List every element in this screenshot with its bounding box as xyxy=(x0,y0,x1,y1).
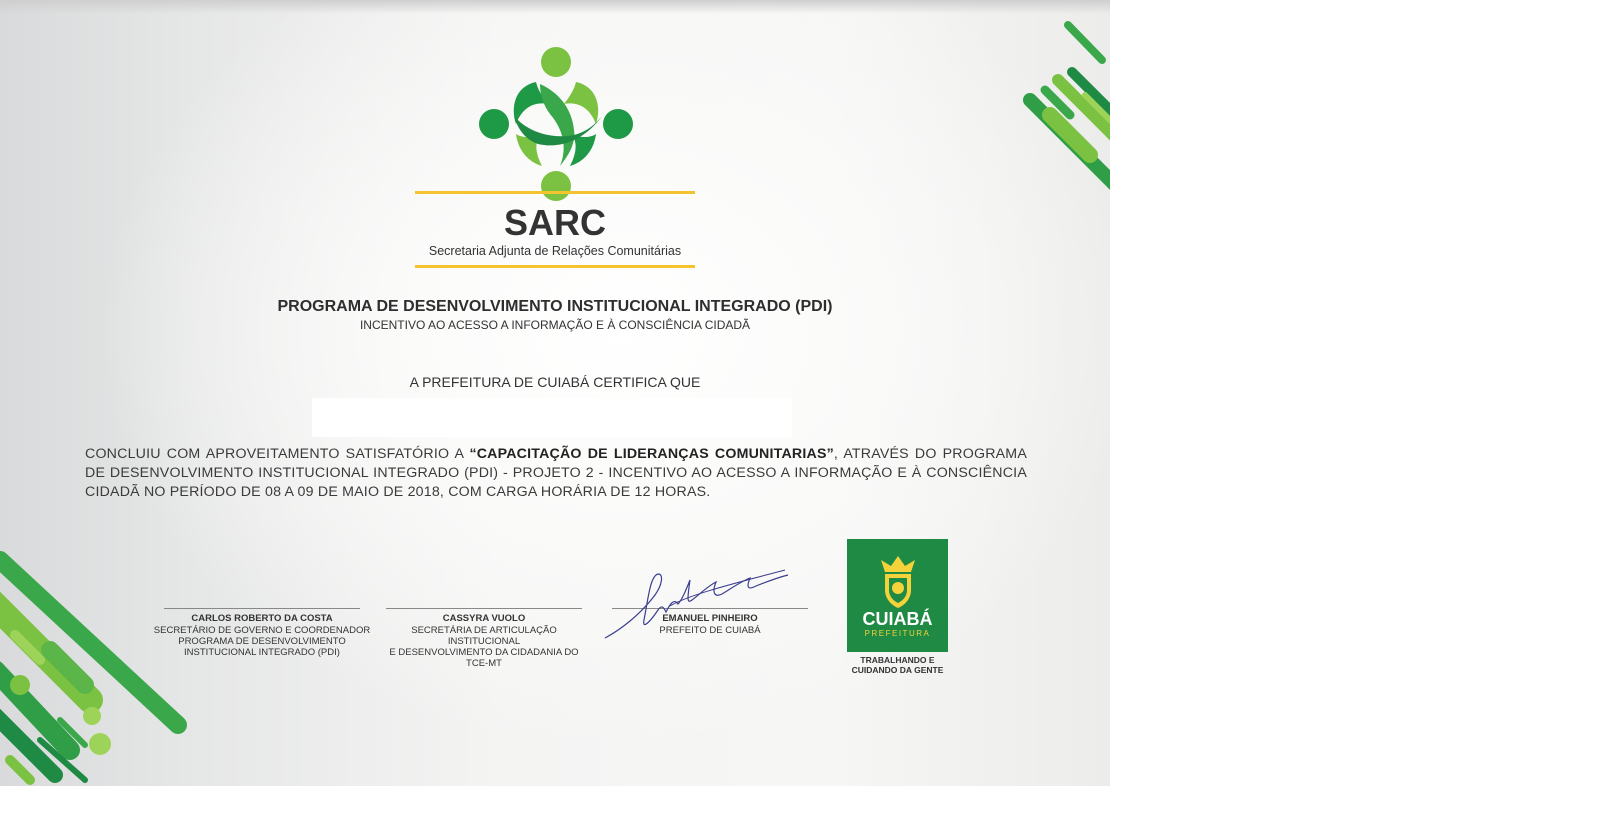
signature-line xyxy=(164,608,360,609)
signatory-role-line: SECRETÁRIA DE ARTICULAÇÃO INSTITUCIONAL xyxy=(411,625,557,647)
signatory-1 xyxy=(152,608,372,658)
signature-line xyxy=(386,608,582,609)
program-title: PROGRAMA DE DESENVOLVIMENTO INSTITUCIONAL INTEGRADO (PDI) xyxy=(277,298,833,315)
signatory-role-line: SECRETÁRIO DE GOVERNO E COORDENADOR xyxy=(153,625,371,636)
logo-rule-bottom xyxy=(415,265,695,268)
handwritten-signature-icon xyxy=(600,560,800,640)
cuiaba-logo xyxy=(847,539,948,652)
sarc-logo-icon xyxy=(476,46,636,204)
decorative-stripes-top-right xyxy=(1010,0,1110,200)
certificate-body xyxy=(85,445,1027,502)
course-name: “CAPACITAÇÃO DE LIDERANÇAS COMUNITARIAS” xyxy=(469,446,834,462)
slogan-line: TRABALHANDO E xyxy=(860,655,935,665)
cuiaba-slogan xyxy=(837,655,958,675)
signatory-role-line: INSTITUCIONAL INTEGRADO (PDI) xyxy=(184,647,340,658)
sarc-title: SARC xyxy=(503,202,606,243)
top-shadow xyxy=(0,0,1110,14)
logo-rule-top xyxy=(415,191,695,194)
certifies-heading: A PREFEITURA DE CUIABÁ CERTIFICA QUE xyxy=(409,374,701,390)
cuiaba-name: CUIABÁ xyxy=(862,609,933,629)
cuiaba-crest-icon xyxy=(877,554,919,608)
signatory-role-line: PREFEITO DE CUIABÁ xyxy=(659,625,761,636)
decorative-stripes-bottom-left xyxy=(0,540,200,786)
signatory-2 xyxy=(374,608,594,669)
body-text-end: , ATRAVÉS DO PROGRAMA DE DESENVOLVIMENTO INSTITUCIONAL INTEGRADO (PDI) - PROJETO 2 - INCENTIVO AO ACESSO A INFORMAÇÃO E À CONSCIÊNCIA CIDADÃ NO PERÍODO DE 08 A 09 DE MAIO DE 2018, COM CARGA HORÁRIA DE 12 HORAS. xyxy=(85,446,1027,500)
signatory-name: CASSYRA VUOLO xyxy=(442,613,526,624)
redacted-recipient-name xyxy=(312,398,792,437)
program-subtitle: INCENTIVO AO ACESSO A INFORMAÇÃO E À CONSCIÊNCIA CIDADÃ xyxy=(359,318,751,332)
body-text-start: CONCLUIU COM APROVEITAMENTO SATISFATÓRIO A xyxy=(85,446,470,462)
signatory-name: CARLOS ROBERTO DA COSTA xyxy=(191,613,333,624)
signatory-role-line: E DESENVOLVIMENTO DA CIDADANIA DO xyxy=(389,647,579,658)
cuiaba-prefeitura: PREFEITURA xyxy=(864,629,931,638)
sarc-subtitle: Secretaria Adjunta de Relações Comunitárias xyxy=(428,244,682,258)
signatory-name: EMANUEL PINHEIRO xyxy=(662,613,758,624)
signatory-role-line: PROGRAMA DE DESENVOLVIMENTO xyxy=(178,636,346,647)
signatory-role-line: TCE-MT xyxy=(466,658,502,669)
slogan-line: CUIDANDO DA GENTE xyxy=(851,665,944,675)
